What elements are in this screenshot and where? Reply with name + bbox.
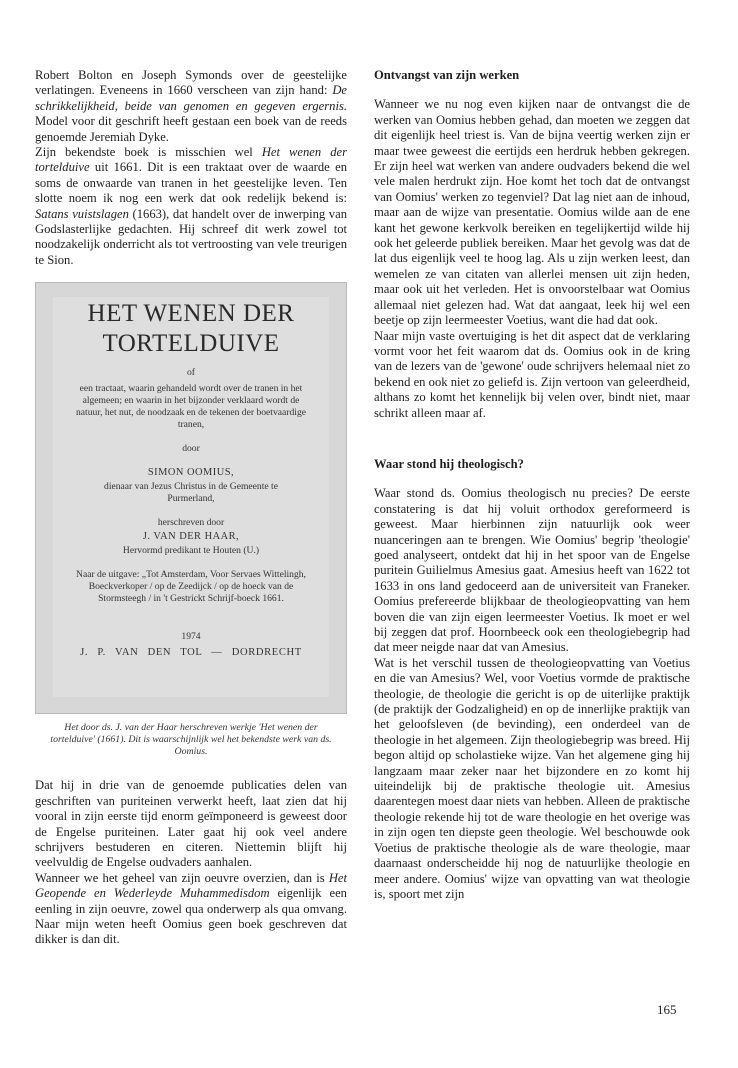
paragraph-oeuvre: Wanneer we het geheel van zijn oeuvre overzien, dan is Het Geopende en Wederleyde Muhammedisdom eigenlijk een eenling in zijn oeuvre, zowel qua onderwerp als qua omvang. Naar mijn weten heeft Oomius geen boek geschreven dat dikker is dan dit. bbox=[35, 870, 347, 947]
title-page-figure bbox=[35, 282, 347, 714]
paragraph-verschil: Wat is het verschil tussen de theologieopvatting van Voetius en die van Amesius? Wel, voor Voetius vormde de praktische theologie, de theologie die gericht is op de uiterlijke praktijk (de praktijk der Godzaligheid) en op de innerlijke praktijk van het geloofsleven (de bevinding), een onderdeel van de theologie in het algemeen. Zijn theologiebegrip was breed. Hij begon altijd op scholastieke wijze. Van het algemene ging hij langzaam maar zeker naar het bijzondere en zo komt hij uiteindelijk bij de praktische theologie uit. Amesius daarentegen moest daar niets van hebben. Alleen de praktische theologie rekende hij tot de ware theologie en het overige was in zijn ogen ten diepste geen theologie. Wel beschouwde ook Voetius de praktische theologie als de ware theologie, maar daarnaast onderscheidde hij nog de natuurlijke theologie en meer andere. Oomius' wijze van opvatting van wat theologie is, spoort met zijn bbox=[374, 655, 690, 901]
left-column bbox=[35, 68, 347, 948]
section-heading-ontvangst: Ontvangst van zijn werken bbox=[374, 68, 520, 82]
book-door: door bbox=[182, 443, 200, 455]
paragraph-ontvangst: Wanneer we nu nog even kijken naar de ontvangst die de werken van Oomius hebben gehad, dan moeten we zeggen dat dit eigenlijk heel triest is. Van de bijna veertig werken zijn er maar twee geweest die eertijds een herdruk hebben gekregen. Er zijn heel wat werken van andere oudvaders bekend die wel vele malen herdrukt zijn. Hoe komt het toch dat de ontvangst van Oomius' werken zo tegenviel? Dat lag niet aan de inhoud, maar aan de wijze van presentatie. Oomius wilde aan de ene kant het gewone kerkvolk bereiken en tegelijkertijd wilde hij ook het geleerde publiek bereiken. Maar het gevolg was dat de lat dus eigenlijk veel te hoog lag. Als u zijn werken leest, dan wemelen ze van citaten van allerlei mensen uit zijn heden, maar ook uit het verleden. Het is onvoorstelbaar wat Oomius allemaal niet gelezen had. Wat dat aangaat, leek hij wel een beetje op zijn leermeester Voetius, want die had dat ook. bbox=[374, 97, 690, 328]
paragraph-bekendste-boek: Zijn bekendste boek is misschien wel Het wenen der tortelduive uit 1661. Dit is een traktaat over de waarde en soms de onwaarde van tranen in het geestelijke leven. Ten slotte noem ik nog een werk dat ook redelijk bekend is: Satans vuistslagen (1663), dat handelt over de inwerping van Godslasterlijke gedachten. Hij schreef dit werk zowel tot noodzakelijk onderricht als tot vertroosting van vele treurigen te Sion. bbox=[35, 145, 347, 267]
book-author-role: dienaar van Jezus Christus in de Gemeente te Purmerland, bbox=[104, 481, 278, 505]
book-rewritten: herschreven door bbox=[157, 517, 225, 529]
book-publisher: Naar de uitgave: „Tot Amsterdam, Voor Servaes Wittelingh, Boeckverkoper / op de Zeedijck / op de hoeck van de Stormsteegh / in 't Gestrickt Schrijf-boeck 1661. bbox=[76, 569, 306, 605]
page-number: 165 bbox=[657, 1002, 677, 1017]
figure-caption: Het door ds. J. van der Haar herschreven werkje 'Het wenen der tortelduive' (1661). Dit is waarschijnlijk wel het bekendste werk van ds. Oomius. bbox=[50, 722, 332, 758]
book-year: 1974 bbox=[181, 631, 201, 643]
right-column bbox=[374, 68, 690, 902]
book-of: of bbox=[187, 367, 195, 379]
section-heading-theologisch: Waar stond hij theologisch? bbox=[374, 456, 524, 471]
book-description: een tractaat, waarin gehandeld wordt over de tranen in het algemeen; en waarin in het bijzonder verklaard wordt de natuur, het nut, de noodzaak en de tekenen der boetvaardige tranen, bbox=[75, 383, 307, 431]
book-author: SIMON OOMIUS, bbox=[147, 467, 235, 479]
book-title: HET WENEN DER TORTELDUIVE bbox=[87, 300, 295, 358]
book-printer: J. P. VAN DEN TOL — DORDRECHT bbox=[80, 647, 302, 659]
paragraph-bolton: Robert Bolton en Joseph Symonds over de geestelijke verlatingen. Eveneens in 1660 verscheen van zijn hand: De schrikkelijkheid, beide van genomen en gegeven ergernis. Model voor dit geschrift heeft gestaan een boek van de reeds genoemde Jeremiah Dyke. bbox=[35, 68, 347, 144]
book-editor: J. VAN DER HAAR, bbox=[142, 531, 240, 543]
title-page bbox=[53, 297, 329, 697]
book-editor-role: Hervormd predikant te Houten (U.) bbox=[122, 545, 260, 557]
paragraph-puriteinen: Dat hij in drie van de genoemde publicaties delen van geschriften van puriteinen verwerkt heeft, laat zien dat hij vooral in zijn eerste tijd enorm geïmponeerd is geweest door de Engelse puriteinen. Later gaat hij ook veel andere schrijvers bestuderen en citeren. Niettemin blijft hij veelvuldig de Engelse oudvaders aanhalen. bbox=[35, 778, 347, 870]
paragraph-theologisch: Waar stond ds. Oomius theologisch nu precies? De eerste constatering is dat hij voluit orthodox gereformeerd is geweest. Maar hierbinnen zijn natuurlijk ook weer nuanceringen aan te brengen. Wie Oomius' begrip 'theologie' goed analyseert, ontdekt dat hij in het spoor van de Engelse puritein Guilielmus Amesius gaat. Amesius heeft van 1622 tot 1633 in ons land gedoceerd aan de universiteit van Franeker. Oomius prefereerde blijkbaar de theologieopvatting van hem boven die van zijn eigen leermeester Voetius. Ik moet er wel bij zeggen dat prof. Hoornbeeck ook een theologiebegrip had dat meer neigde naar dat van Amesius. bbox=[374, 486, 690, 655]
paragraph-overtuiging: Naar mijn vaste overtuiging is het dit aspect dat de verklaring vormt voor het feit waarom dat ds. Oomius ook in de kring van de lezers van de 'gewone' oude schrijvers helemaal niet zo bekend en ook niet zo geliefd is. Zijn vertoon van geleerdheid, althans zo komt het kennelijk bij velen over, bindt niet, maar schrikt alleen maar af. bbox=[374, 328, 690, 420]
